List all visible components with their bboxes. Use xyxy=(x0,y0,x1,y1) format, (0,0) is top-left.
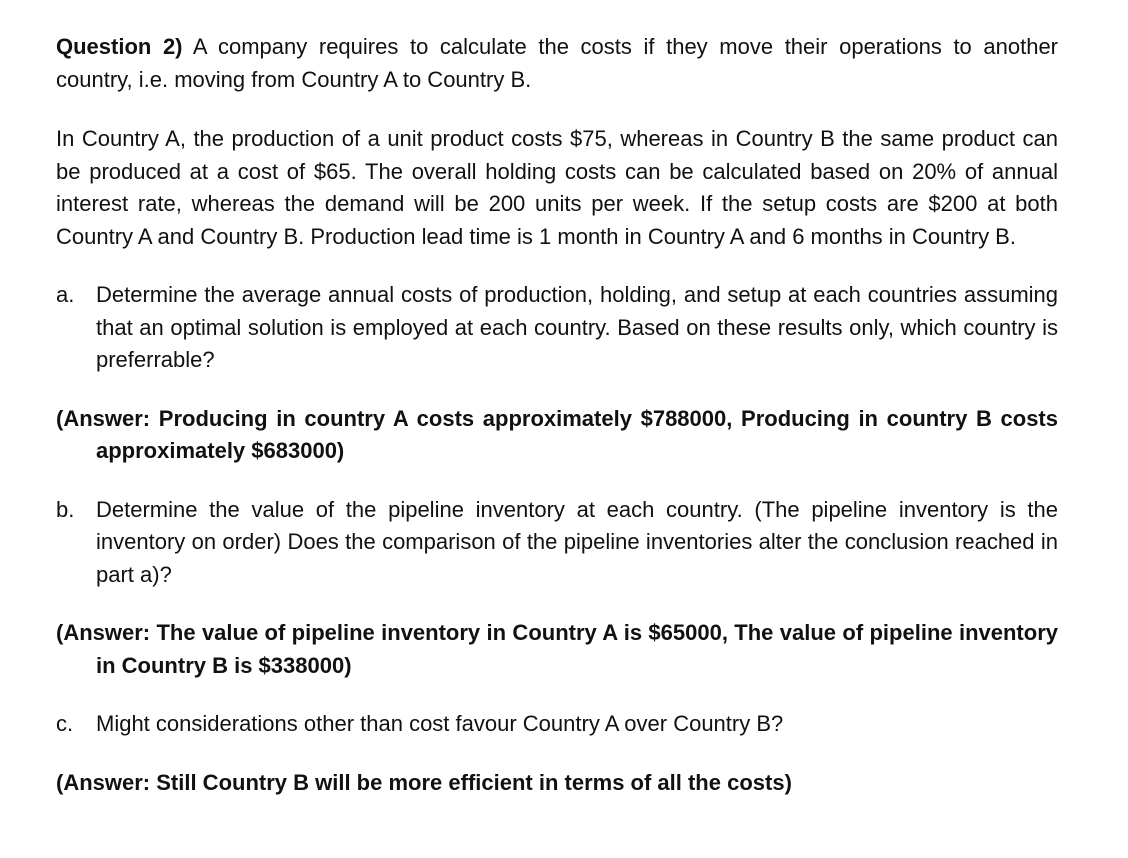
part-c-answer: (Answer: Still Country B will be more efficient in terms of all the costs) xyxy=(56,769,792,795)
part-b-text: Determine the value of the pipeline inventory at each country. (The pipeline inventory is the inventory on order) Does the comparison of the pipeline inventories alter the conclusion reached in part a)? xyxy=(96,496,1058,587)
question-label: Question 2) xyxy=(56,34,183,59)
part-c-marker: c. xyxy=(56,711,74,736)
part-b-answer: (Answer: The value of pipeline inventory in Country A is $65000, The value of pipeline inventory in Country B is $338000) xyxy=(56,620,1058,678)
question-intro xyxy=(56,31,1058,96)
part-a xyxy=(56,279,1058,377)
part-a-marker: a. xyxy=(56,282,75,307)
part-a-answer: (Answer: Producing in country A costs approximately $788000, Producing in country B costs approximately $683000) xyxy=(56,405,1058,463)
part-c-text: Might considerations other than cost favour Country A over Country B? xyxy=(96,711,784,736)
part-c xyxy=(56,708,1058,741)
part-b-marker: b. xyxy=(56,496,75,522)
part-b xyxy=(56,494,1058,592)
question-body: In Country A, the production of a unit product costs $75, whereas in Country B the same product can be produced at a cost of $65. The overall holding costs can be calculated based on 20% of annual interest rate, whereas the demand will be 200 units per week. If the setup costs are $200 at both Country A and Country B. Production lead time is 1 month in Country A and 6 months in Country B. xyxy=(56,126,1058,249)
part-a-text: Determine the average annual costs of production, holding, and setup at each countries assuming that an optimal solution is employed at each country. Based on these results only, which country is preferrable? xyxy=(96,282,1058,372)
question-intro-text: A company requires to calculate the costs if they move their operations to another country, i.e. moving from Country A to Country B. xyxy=(56,34,1059,92)
